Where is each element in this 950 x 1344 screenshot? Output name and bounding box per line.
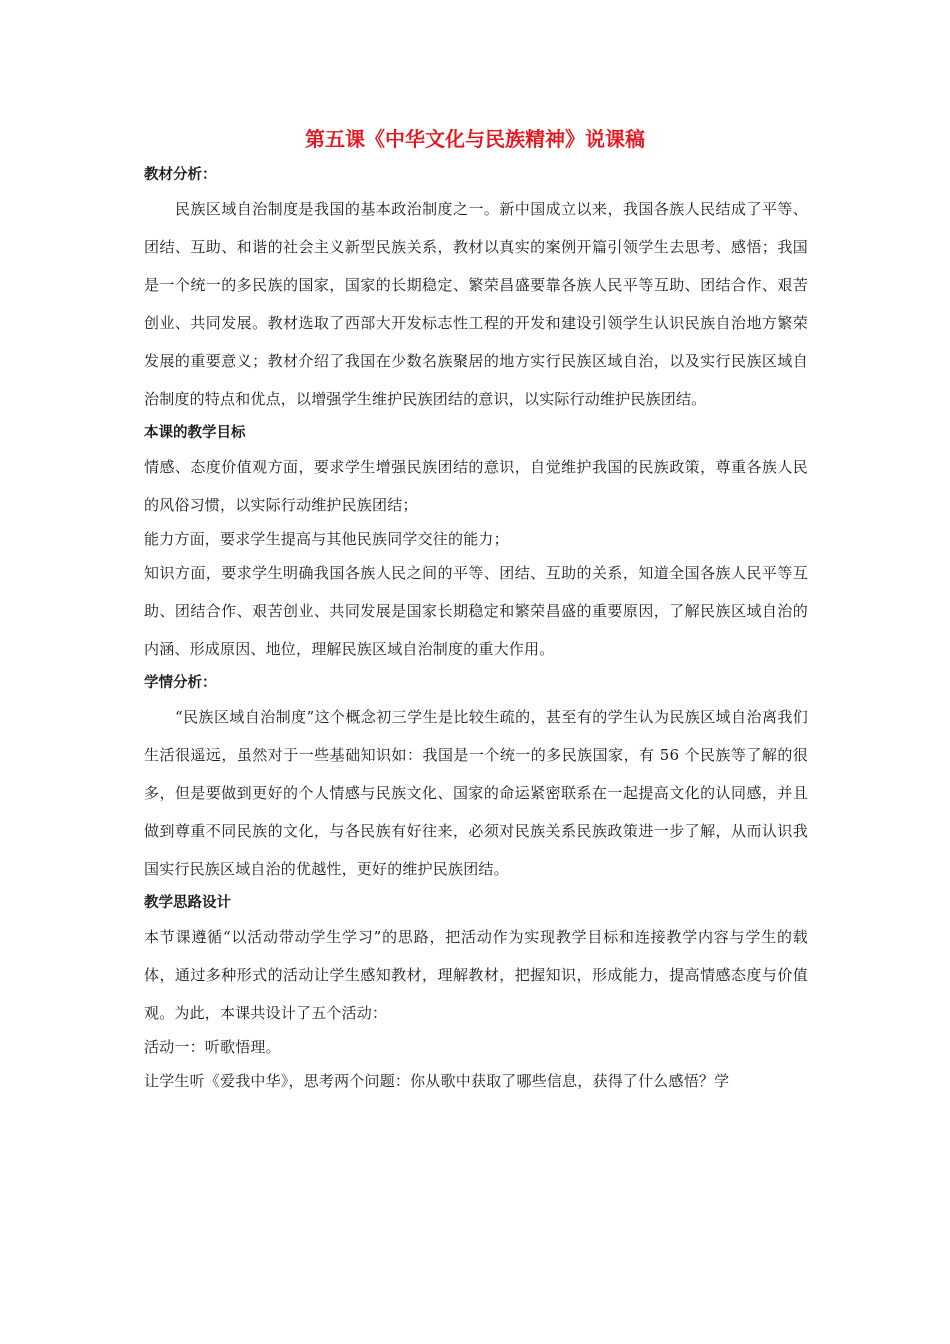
- activity-one-title: 活动一：听歌悟理。: [144, 1038, 281, 1056]
- goals-emotion-paragraph: 情感、态度价值观方面，要求学生增强民族团结的意识，自觉维护我国的民族政策，尊重各族人民的风俗习惯，以实际行动维护民族团结；: [144, 458, 808, 514]
- document-title: 第五课《中华文化与民族精神》说课稿: [305, 127, 645, 151]
- activity-one-text: 让学生听《爱我中华》，思考两个问题：你从歌中获取了哪些信息，获得了什么感悟？学: [144, 1072, 730, 1090]
- materials-paragraph: 民族区域自治制度是我国的基本政治制度之一。新中国成立以来，我国各族人民结成了平等、团结、互助、和谐的社会主义新型民族关系，教材以真实的案例开篇引领学生去思考、感悟；我国是一个统一的多民族的国家，国家的长期稳定、繁荣昌盛要靠各族人民平等互助、团结合作、艰苦创业、共同发展。教材选取了西部大开发标志性工程的开发和建设引领学生认识民族自治地方繁荣发展的重要意义；教材介绍了我国在少数名族聚居的地方实行民族区域自治，以及实行民族区域自治制度的特点和优点，以增强学生维护民族团结的意识，以实际行动维护民族团结。: [144, 200, 808, 408]
- goals-ability-line: 能力方面，要求学生提高与其他民族同学交往的能力；: [144, 530, 509, 548]
- section-heading-materials: 教材分析：: [144, 167, 217, 183]
- design-paragraph: 本节课遵循“以活动带动学生学习”的思路，把活动作为实现教学目标和连接教学内容与学生的载体，通过多种形式的活动让学生感知教材，理解教材，把握知识，形成能力，提高情感态度与价值观。为此，本课共设计了五个活动：: [144, 928, 808, 1022]
- section-heading-design: 教学思路设计: [144, 895, 231, 911]
- goals-knowledge-paragraph: 知识方面，要求学生明确我国各族人民之间的平等、团结、互助的关系，知道全国各族人民平等互助、团结合作、艰苦创业、共同发展是国家长期稳定和繁荣昌盛的重要原因，了解民族区域自治的内涵、形成原因、地位，理解民族区域自治制度的重大作用。: [144, 564, 808, 658]
- document-body: [144, 160, 808, 1100]
- section-heading-students: 学情分析：: [144, 675, 217, 691]
- students-paragraph: “民族区域自治制度”这个概念初三学生是比较生疏的，甚至有的学生认为民族区域自治离我们生活很遥远，虽然对于一些基础知识如：我国是一个统一的多民族国家，有 56 个民族等了解的很多，但是要做到更好的个人情感与民族文化、国家的命运紧密联系在一起提高文化的认同感，并且做到尊重不同民族的文化，与各民族有好往来，必须对民族关系民族政策进一步了解，从而认识我国实行民族区域自治的优越性，更好的维护民族团结。: [144, 708, 808, 878]
- section-heading-goals: 本课的教学目标: [144, 425, 246, 441]
